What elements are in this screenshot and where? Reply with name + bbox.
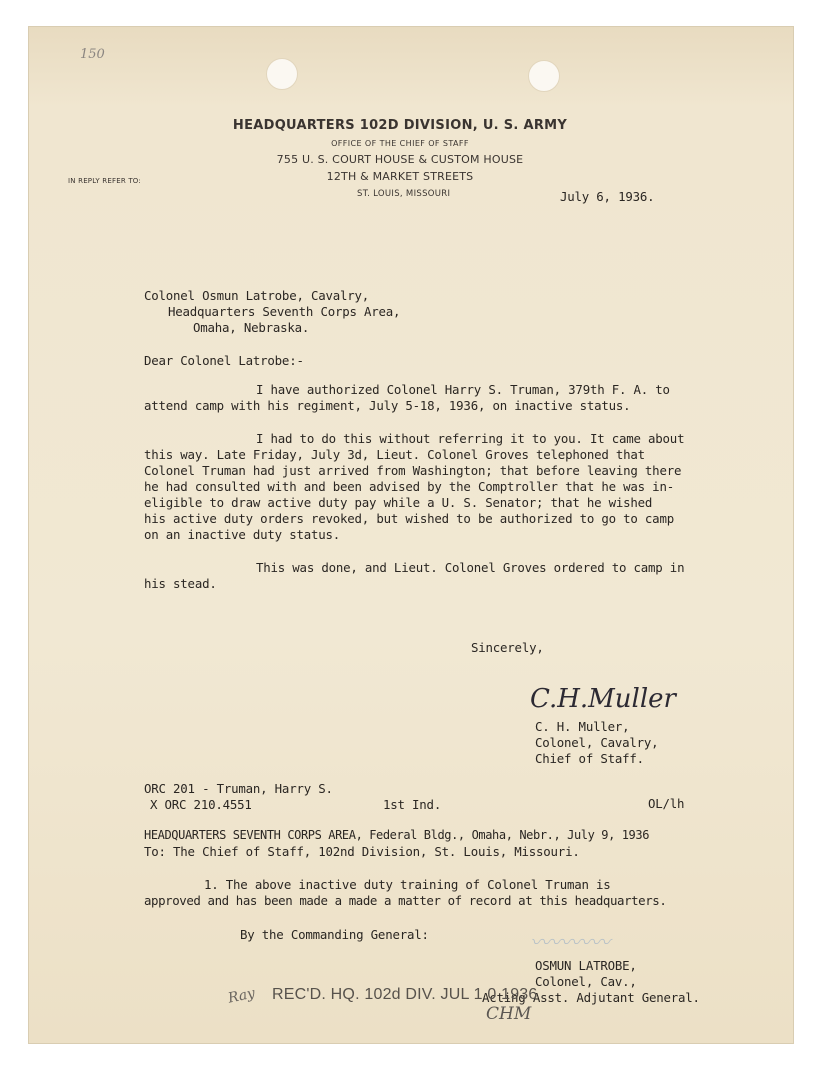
indorsement-line: approved and has been made a made a matter of record at this headquarters.: [144, 893, 667, 908]
letter-date: July 6, 1936.: [560, 189, 655, 204]
punch-hole: [266, 58, 298, 90]
handwritten-signature: C.H.Muller: [530, 684, 676, 714]
signer-rank: Colonel, Cavalry,: [535, 735, 659, 750]
body-line: This was done, and Lieut. Colonel Groves ordered to camp in: [256, 560, 685, 575]
body-line: he had consulted with and been advised by the Comptroller that he was in-: [144, 479, 674, 494]
received-stamp: REC'D. HQ. 102d DIV. JUL 1 0 1936: [272, 986, 538, 1003]
body-line: Colonel Truman had just arrived from Washington; that before leaving there: [144, 463, 682, 478]
letterhead-office: OFFICE OF THE CHIEF OF STAFF: [331, 139, 469, 148]
indorsement-to-line: To: The Chief of Staff, 102nd Division, St. Louis, Missouri.: [144, 844, 580, 859]
letterhead-address: 755 U. S. COURT HOUSE & CUSTOM HOUSE: [276, 153, 524, 166]
body-line: his stead.: [144, 576, 217, 591]
file-reference: ORC 201 - Truman, Harry S.: [144, 781, 333, 796]
recipient-line: Colonel Osmun Latrobe, Cavalry,: [144, 288, 370, 303]
indorsement-signer-title: Acting Asst. Adjutant General.: [482, 990, 700, 1005]
body-line: attend camp with his regiment, July 5-18, 1936, on inactive status.: [144, 398, 631, 413]
faint-signature: 〰〰〰〰: [530, 930, 610, 954]
page-number-mark: 150: [80, 47, 105, 62]
recipient-line: Headquarters Seventh Corps Area,: [168, 304, 401, 319]
indorsement-line: 1. The above inactive duty training of Colonel Truman is: [204, 877, 611, 892]
indorsement-signer-name: OSMUN LATROBE,: [535, 958, 637, 973]
stamp-initials-left: Ray: [226, 985, 257, 1007]
closing: Sincerely,: [471, 640, 544, 655]
authority-line: By the Commanding General:: [240, 927, 429, 942]
indorsement-signer-rank: Colonel, Cav.,: [535, 974, 637, 989]
body-line: on an inactive duty status.: [144, 527, 341, 542]
signer-name: C. H. Muller,: [535, 719, 630, 734]
letterhead-title: HEADQUARTERS 102D DIVISION, U. S. ARMY: [232, 118, 568, 133]
body-line: I have authorized Colonel Harry S. Truman, 379th F. A. to: [256, 382, 670, 397]
indorsement-number: 1st Ind.: [383, 797, 442, 812]
reply-refer-label: IN REPLY REFER TO:: [68, 177, 141, 185]
body-line: this way. Late Friday, July 3d, Lieut. Colonel Groves telephoned that: [144, 447, 645, 462]
body-line: I had to do this without referring it to you. It came about: [256, 431, 685, 446]
file-reference: X ORC 210.4551: [150, 797, 252, 812]
signer-title: Chief of Staff.: [535, 751, 644, 766]
recipient-line: Omaha, Nebraska.: [193, 320, 310, 335]
body-line: eligible to draw active duty pay while a U. S. Senator; that he wished: [144, 495, 653, 510]
body-line: his active duty orders revoked, but wished to be authorized to go to camp: [144, 511, 674, 526]
salutation: Dear Colonel Latrobe:-: [144, 353, 304, 368]
stamp-initials-handwritten: CHM: [486, 1004, 532, 1024]
punch-hole: [528, 60, 560, 92]
letterhead-city: ST. LOUIS, MISSOURI: [357, 189, 451, 199]
letterhead-streets: 12TH & MARKET STREETS: [326, 170, 474, 183]
indorsement-heading: HEADQUARTERS SEVENTH CORPS AREA, Federal Bldg., Omaha, Nebr., July 9, 1936: [144, 828, 650, 842]
typist-initials: OL/lh: [648, 796, 685, 811]
